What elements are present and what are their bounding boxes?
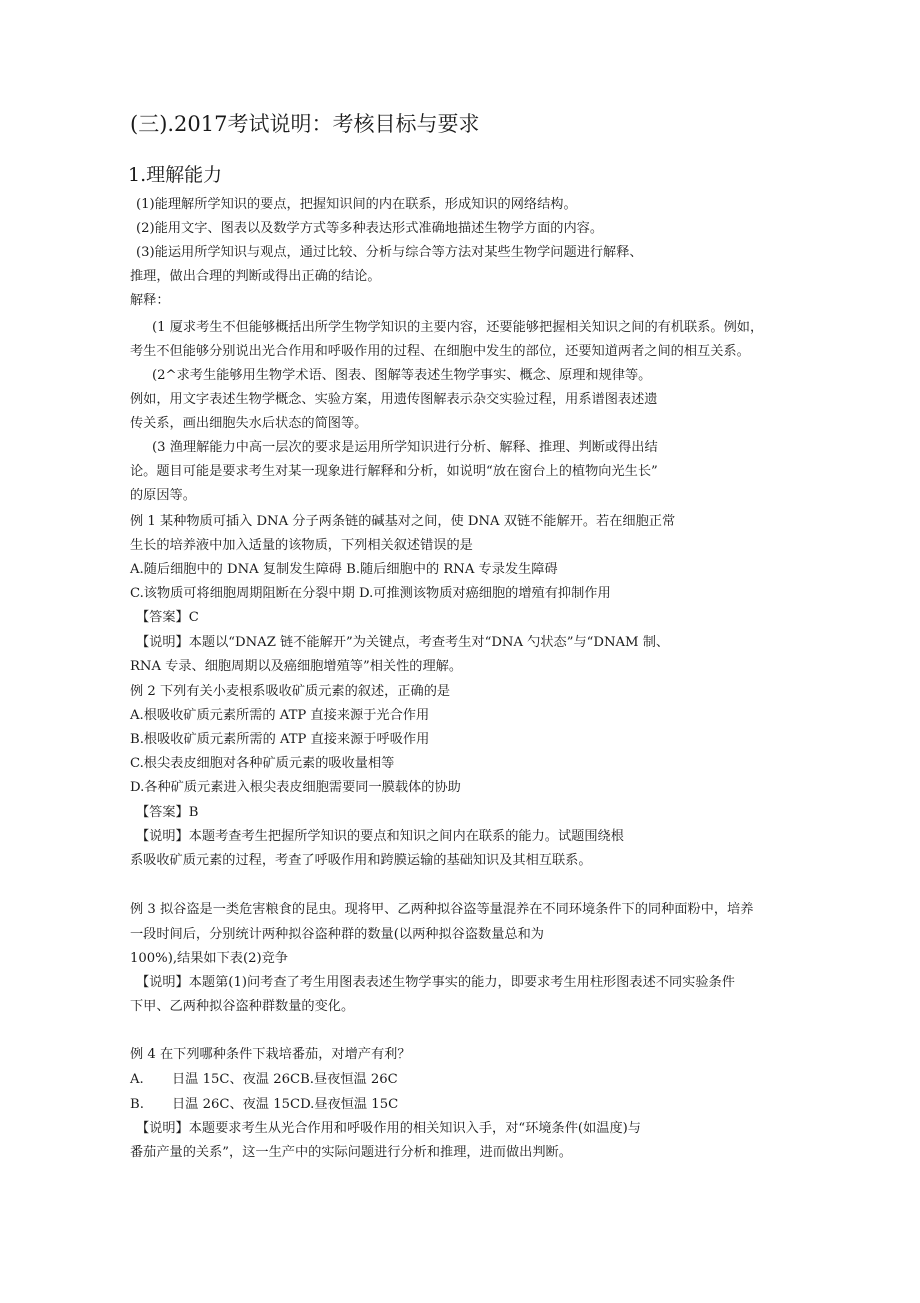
question-line: 例 1 某种物质可插入 DNA 分子两条链的碱基对之间，使 DNA 双链不能解开。若在细胞正常: [130, 514, 676, 529]
subsection-heading: 1.理解能力: [128, 164, 223, 186]
explanation-line: 【说明】本题要求考生从光合作用和呼吸作用的相关知识入手，对“环境条件(如温度)与: [136, 1121, 641, 1136]
option-line: A.随后细胞中的 DNA 复制发生障碍 B.随后细胞中的 RNA 专录发生障碍: [130, 562, 558, 577]
question-line: 生长的培养液中加入适量的该物质，下列相关叙述错误的是: [130, 538, 473, 553]
answer-line: 【答案】C: [136, 610, 199, 625]
text-line: (3 渔理解能力中高一层次的要求是运用所学知识进行分析、解释、推理、判断或得出结: [152, 440, 658, 455]
option-line: 日温 26C、夜温 15CD.昼夜恒温 15C: [172, 1097, 399, 1112]
section-title: (三).2017考试说明：考核目标与要求: [130, 112, 480, 136]
text-line: (2^求考生能够用生物学术语、图表、图解等表述生物学事实、概念、原理和规律等。: [152, 368, 652, 383]
explanation-line: RNA 专录、细胞周期以及癌细胞增殖等”相关性的理解。: [130, 659, 463, 674]
question-line: 例 3 拟谷盗是一类危害粮食的昆虫。现将甲、乙两种拟谷盗等量混养在不同环境条件下的同种面粉中，培养: [130, 902, 754, 917]
option-label: A.: [130, 1072, 144, 1087]
text-line: 解释：: [130, 293, 170, 308]
explanation-line: 系吸收矿质元素的过程，考查了呼吸作用和跨膜运输的基础知识及其相互联系。: [130, 853, 592, 868]
option-line: B.根吸收矿质元素所需的 ATP 直接来源于呼吸作用: [130, 732, 430, 747]
option-label: B.: [130, 1097, 144, 1112]
answer-line: 【答案】B: [136, 805, 199, 820]
text-line: 论。题目可能是要求考生对某一现象进行解释和分析，如说明“放在窗台上的植物向光生长”: [130, 464, 658, 479]
text-line: 例如，用文字表述生物学概念、实验方案，用遗传图解表示杂交实验过程，用系谱图表述遗: [130, 392, 658, 407]
question-line: 一段时间后，分别统计两种拟谷盗种群的数量(以两种拟谷盗数量总和为: [130, 927, 544, 942]
option-line: A.根吸收矿质元素所需的 ATP 直接来源于光合作用: [130, 708, 430, 723]
explanation-line: 【说明】本题以“DNAZ 链不能解开”为关键点，考查考生对“DNA 勺状态”与“DNAM 制、: [136, 635, 670, 650]
text-line: (1)能理解所学知识的要点，把握知识间的内在联系，形成知识的网络结构。: [136, 197, 577, 212]
text-line: 推理，做出合理的判断或得出正确的结论。: [130, 269, 381, 284]
text-line: (1 厦求考生不但能够概括出所学生物学知识的主要内容，还要能够把握相关知识之间的有机联系。例如，: [152, 320, 764, 335]
option-line: C.根尖表皮细胞对各种矿质元素的吸收量相等: [130, 756, 395, 771]
explanation-line: 【说明】本题考查考生把握所学知识的要点和知识之间内在联系的能力。试题围绕根: [136, 829, 624, 844]
option-line: D.各种矿质元素进入根尖表皮细胞需要同一膜载体的协助: [130, 780, 461, 795]
option-line: C.该物质可将细胞周期阻断在分裂中期 D.可推测该物质对癌细胞的增殖有抑制作用: [130, 586, 611, 601]
question-line: 例 2 下列有关小麦根系吸收矿质元素的叙述，正确的是: [130, 684, 451, 699]
option-line: 日温 15C、夜温 26CB.昼夜恒温 26C: [172, 1072, 398, 1087]
text-line: 传关系，画出细胞失水后状态的简图等。: [130, 416, 368, 431]
explanation-line: 【说明】本题第(1)问考查了考生用图表表述生物学事实的能力，即要求考生用柱形图表述不同实验条件: [136, 975, 735, 990]
question-line: 例 4 在下列哪种条件下栽培番茄，对增产有利？: [130, 1047, 411, 1062]
explanation-line: 下甲、乙两种拟谷盗种群数量的变化。: [130, 999, 355, 1014]
explanation-line: 番茄产量的关系”，这一生产中的实际问题进行分析和推理，进而做出判断。: [130, 1145, 572, 1160]
text-line: 的原因等。: [130, 488, 196, 503]
text-line: (3)能运用所学知识与观点，通过比较、分析与综合等方法对某些生物学问题进行解释、: [136, 245, 643, 260]
text-line: (2)能用文字、图表以及数学方式等多种表达形式准确地描述生物学方面的内容。: [136, 221, 604, 236]
question-line: 100%),结果如下表(2)竞争: [130, 951, 289, 966]
text-line: 考生不但能够分别说出光合作用和呼吸作用的过程、在细胞中发生的部位，还要知道两者之间的相互关系。: [130, 344, 750, 359]
